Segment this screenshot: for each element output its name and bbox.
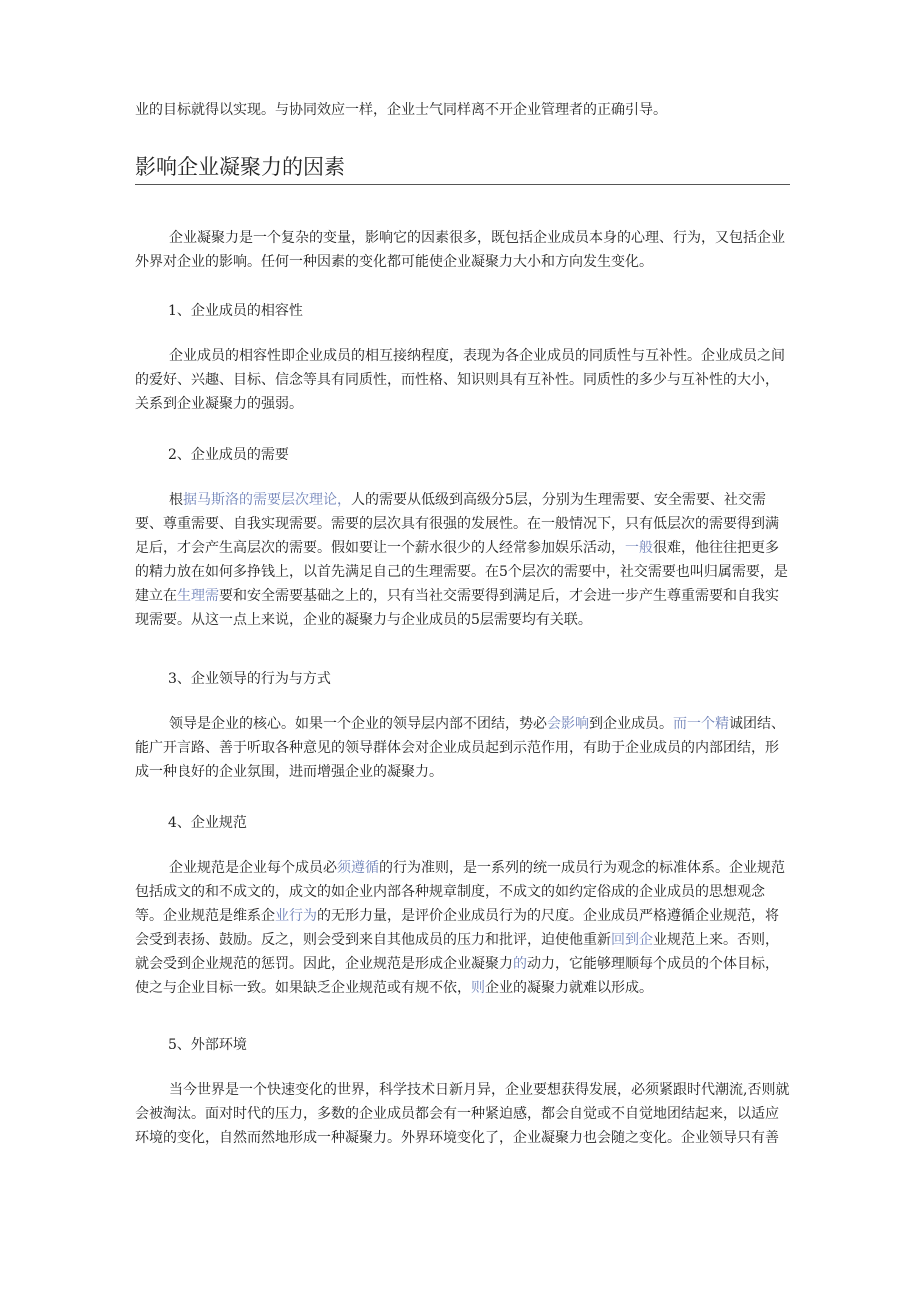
leadership-paragraph — [135, 712, 790, 784]
subheading-leadership: 3、企业领导的行为与方式 — [168, 671, 331, 687]
inline-link[interactable]: 会影响 — [547, 716, 589, 732]
text-run: 企业规范是企业每个成员必 — [169, 860, 337, 876]
text-run: 业规范上来。否则，就会受到企业规范的惩罚。因此，企业规范是形成企业凝聚力 — [135, 932, 779, 972]
text-run: 的行为准则，是一系列的统一成员行为观念的标准体系。企业规范包括成文的和不成文的，成文的如企业内部各种规章制度，不成文的如约定俗成的企业成员的思想观念等。企业规范是维系企 — [135, 860, 785, 924]
environment-paragraph: 当今世界是一个快速变化的世界，科学技术日新月异，企业要想获得发展，必须紧跟时代潮流,否则就会被淘汰。面对时代的压力，多数的企业成员都会有一种紧迫感，都会自觉或不自觉地团结起来，以适应环境的变化，自然而然地形成一种凝聚力。外界环境变化了，企业凝聚力也会随之变化。企业领导只有善 — [135, 1082, 790, 1146]
overview-paragraph: 企业凝聚力是一个复杂的变量，影响它的因素很多，既包括企业成员本身的心理、行为，又包括企业外界对企业的影响。任何一种因素的变化都可能使企业凝聚力大小和方向发生变化。 — [135, 230, 785, 270]
inline-link[interactable]: 的 — [513, 956, 527, 972]
text-run: 企业的凝聚力就难以形成。 — [485, 980, 653, 996]
inline-link[interactable]: 须遵循 — [337, 860, 379, 876]
subheading-environment: 5、外部环境 — [168, 1037, 247, 1053]
inline-link[interactable]: 而一个精 — [673, 716, 729, 732]
subheading-norms: 4、企业规范 — [168, 815, 247, 831]
inline-link[interactable]: 回到企 — [611, 932, 653, 948]
subheading-compatibility: 1、企业成员的相容性 — [168, 303, 303, 319]
subheading-needs: 2、企业成员的需要 — [168, 447, 289, 463]
inline-link[interactable]: 据马斯洛的需要层次理论， — [183, 492, 351, 508]
inline-link[interactable]: 生理需 — [177, 588, 219, 604]
inline-link[interactable]: 则 — [471, 980, 485, 996]
section-heading: 影响企业凝聚力的因素 — [135, 150, 790, 185]
text-run: 人的需要从低级到高级分5层，分别为生理需要、安全需要、社交需要、尊重需要、自我实现需要。需要的层次具有很强的发展性。在一般情况下，只有低层次的需要得到满足后，才会产生高层次的需要。假如要让一个薪水很少的人经常参加娱乐活动， — [135, 492, 779, 556]
text-run: 诚团结、能广开言路、善于听取各种意见的领导群体会对企业成员起到示范作用，有助于企业成员的内部团结，形成一种良好的企业氛围，进而增强企业的凝聚力。 — [135, 716, 785, 780]
needs-paragraph — [135, 488, 790, 632]
text-run: 很难，他往往把更多的精力放在如何多挣钱上，以首先满足自己的生理需要。在5个层次的需要中，社交需要也叫归属需要，是建立在 — [135, 540, 788, 604]
text-run: 要和安全需要基础之上的，只有当社交需要得到满足后，才会进一步产生尊重需要和自我实现需要。从这一点上来说，企业的凝聚力与企业成员的5层需要均有关联。 — [135, 588, 779, 628]
text-run: 的无形力量，是评价企业成员行为的尺度。企业成员严格遵循企业规范，将会受到表扬、鼓励。反之，则会受到来自其他成员的压力和批评，迫使他重新 — [135, 908, 779, 948]
intro-tail-paragraph: 业的目标就得以实现。与协同效应一样，企业士气同样离不开企业管理者的正确引导。 — [135, 102, 667, 118]
text-run: 动力，它能够理顺每个成员的个体目标，使之与企业目标一致。如果缺乏企业规范或有规不依， — [135, 956, 779, 996]
compatibility-paragraph: 企业成员的相容性即企业成员的相互接纳程度，表现为各企业成员的同质性与互补性。企业成员之间的爱好、兴趣、目标、信念等具有同质性，而性格、知识则具有互补性。同质性的多少与互补性的大小，关系到企业凝聚力的强弱。 — [135, 348, 785, 412]
text-run: 领导是企业的核心。如果一个企业的领导层内部不团结，势必 — [169, 716, 547, 732]
norms-paragraph — [135, 856, 790, 1000]
text-run: 根 — [169, 492, 183, 508]
inline-link[interactable]: 一般 — [625, 540, 653, 556]
text-run: 到企业成员。 — [589, 716, 673, 732]
inline-link[interactable]: 业行为 — [275, 908, 317, 924]
